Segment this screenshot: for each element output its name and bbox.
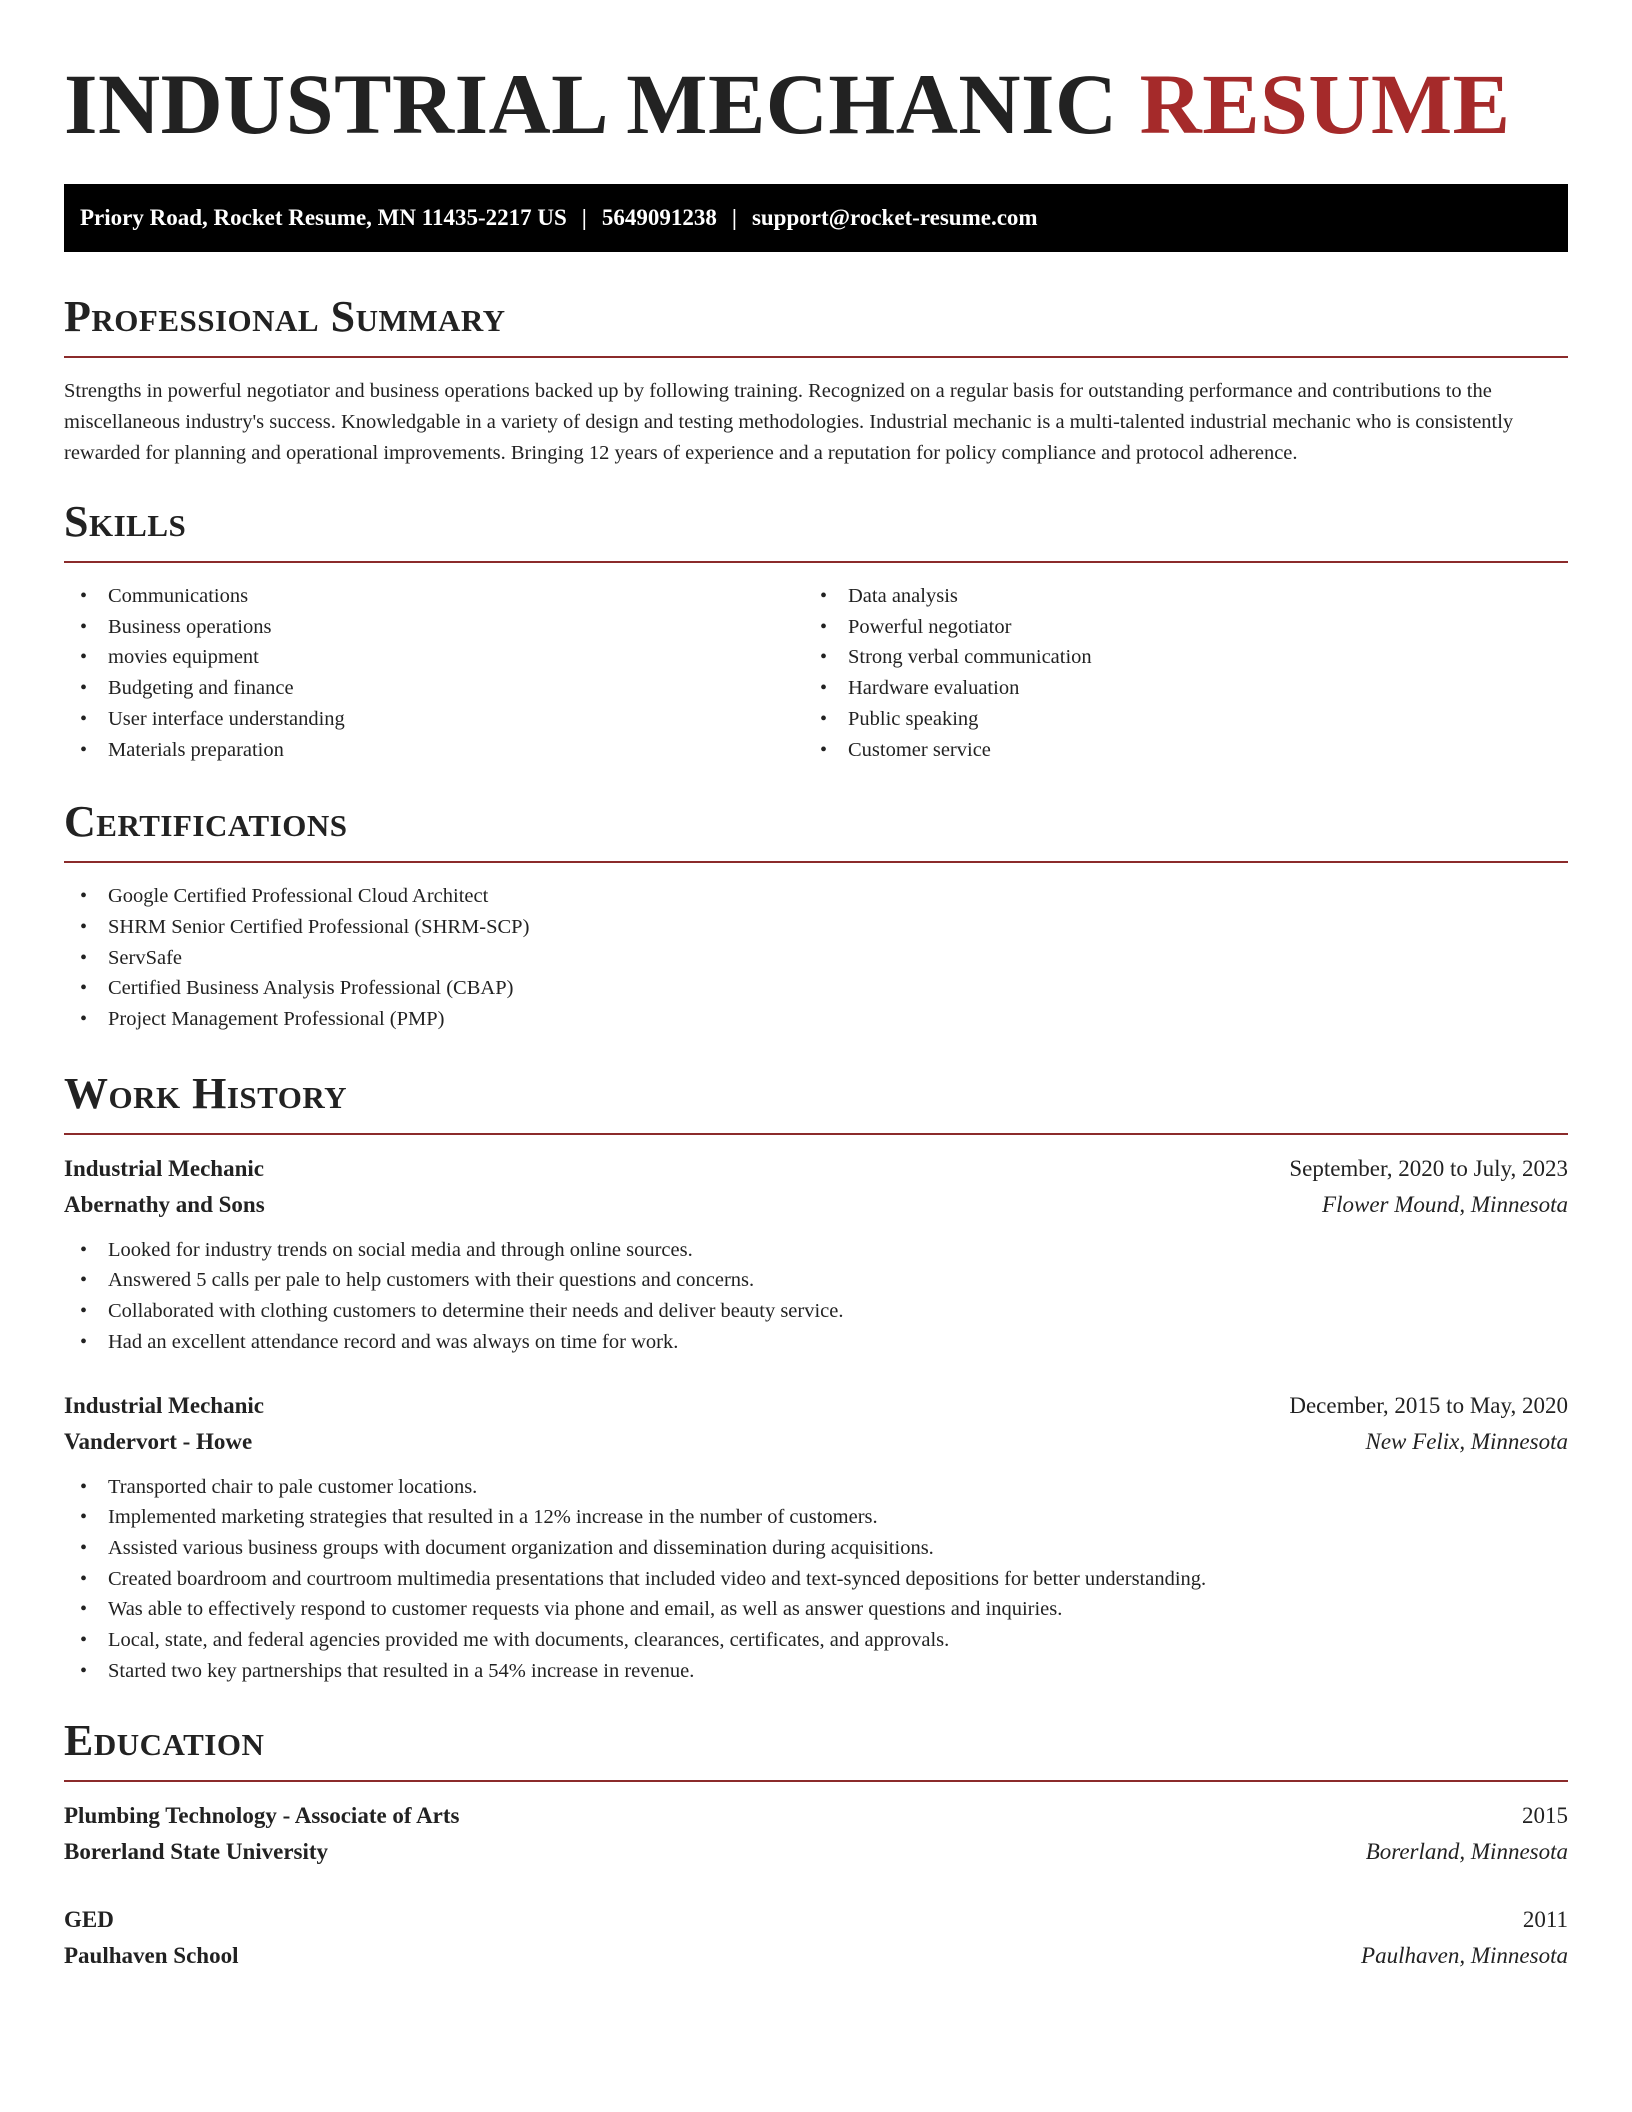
certification-item: • ServSafe <box>64 943 1568 974</box>
education-school: Paulhaven School <box>64 1943 239 1969</box>
job-duty: • Created boardroom and courtroom multimedia presentations that included video and text-synced depositions for better understanding. <box>64 1564 1568 1595</box>
certification-item: • Certified Business Analysis Professional (CBAP) <box>64 973 1568 1004</box>
job-duty: • Implemented marketing strategies that resulted in a 12% increase in the number of customers. <box>64 1502 1568 1533</box>
education-header-row <box>64 1902 1568 1938</box>
skill-item: • Materials preparation <box>64 735 804 766</box>
summary-heading: Professional Summary <box>64 292 506 341</box>
skill-item: • Data analysis <box>804 581 1544 612</box>
skills-grid <box>64 581 1568 765</box>
certification-item: • Google Certified Professional Cloud Architect <box>64 881 1568 912</box>
job-duty: • Looked for industry trends on social media and through online sources. <box>64 1235 1568 1266</box>
job-duties-list <box>64 1235 1568 1358</box>
contact-separator: | <box>731 205 737 230</box>
job-entry <box>64 1388 1568 1687</box>
education-heading: Education <box>64 1716 265 1766</box>
job-company-row <box>64 1424 1568 1460</box>
contact-bar <box>64 184 1568 252</box>
education-location: Paulhaven, Minnesota <box>1361 1943 1568 1969</box>
skill-item: • Public speaking <box>804 704 1544 735</box>
job-duty: • Answered 5 calls per pale to help customers with their questions and concerns. <box>64 1265 1568 1296</box>
section-divider <box>64 1780 1568 1782</box>
education-year: 2015 <box>1522 1803 1568 1829</box>
certifications-list <box>64 881 1568 1035</box>
education-year: 2011 <box>1522 1907 1568 1933</box>
education-entry <box>64 1902 1568 1974</box>
job-location: New Felix, Minnesota <box>1365 1428 1568 1454</box>
education-degree: Plumbing Technology - Associate of Arts <box>64 1803 460 1829</box>
education-entry <box>64 1798 1568 1870</box>
job-duty: • Started two key partnerships that resulted in a 54% increase in revenue. <box>64 1656 1568 1687</box>
certifications-heading: Certifications <box>64 797 348 847</box>
work-history-section <box>64 1069 1568 1687</box>
skill-item: • Hardware evaluation <box>804 673 1544 704</box>
job-duties-list <box>64 1472 1568 1687</box>
job-company-row <box>64 1187 1568 1223</box>
education-school-row <box>64 1834 1568 1870</box>
section-divider <box>64 861 1568 863</box>
job-duty: • Transported chair to pale customer locations. <box>64 1472 1568 1503</box>
education-school: Borerland State University <box>64 1839 329 1865</box>
title-main: INDUSTRIAL MECHANIC <box>64 56 1118 152</box>
summary-text: Strengths in powerful negotiator and business operations backed up by following training. Recognized on a regular basis for outstanding performance and contributions to the miscellaneous industry's success. Knowledgable in a variety of design and testing methodologies. Industrial mechanic is a multi-talented industrial mechanic who is consistently rewarded for planning and operational improvements. Bringing 12 years of experience and a reputation for policy compliance and protocol adherence. <box>64 380 1514 464</box>
skills-heading: Skills <box>64 497 187 546</box>
skills-section <box>64 497 1568 765</box>
job-location: Flower Mound, Minnesota <box>1322 1191 1568 1217</box>
section-divider <box>64 1133 1568 1135</box>
title-accent: RESUME <box>1139 56 1511 152</box>
job-header-row <box>64 1388 1568 1424</box>
certification-item: • Project Management Professional (PMP) <box>64 1004 1568 1035</box>
job-duty: • Collaborated with clothing customers to determine their needs and deliver beauty service. <box>64 1296 1568 1327</box>
job-entry <box>64 1151 1568 1358</box>
job-header-row <box>64 1151 1568 1187</box>
job-duty: • Local, state, and federal agencies provided me with documents, clearances, certificates, and approvals. <box>64 1625 1568 1656</box>
skill-item: • User interface understanding <box>64 704 804 735</box>
job-duty: • Had an excellent attendance record and was always on time for work. <box>64 1327 1568 1358</box>
job-title: Industrial Mechanic <box>64 1392 264 1418</box>
skill-item: • Powerful negotiator <box>804 612 1544 643</box>
certification-item: • SHRM Senior Certified Professional (SHRM-SCP) <box>64 912 1568 943</box>
education-section <box>64 1716 1568 1974</box>
skill-item: • Customer service <box>804 735 1544 766</box>
education-header-row <box>64 1798 1568 1834</box>
education-location: Borerland, Minnesota <box>1365 1839 1568 1865</box>
contact-phone: 5649091238 <box>601 205 717 230</box>
work-history-heading: Work History <box>64 1068 348 1118</box>
summary-section <box>64 292 1568 469</box>
resume-title <box>64 0 1568 156</box>
contact-address: Priory Road, Rocket Resume, MN 11435-2217 US <box>80 205 567 230</box>
skill-item: • movies equipment <box>64 642 804 673</box>
education-degree: GED <box>64 1907 114 1933</box>
skill-item: • Strong verbal communication <box>804 642 1544 673</box>
section-divider <box>64 561 1568 563</box>
contact-separator: | <box>581 205 587 230</box>
skill-item: • Budgeting and finance <box>64 673 804 704</box>
job-title: Industrial Mechanic <box>64 1155 264 1181</box>
education-school-row <box>64 1938 1568 1974</box>
certifications-section <box>64 797 1568 1035</box>
job-duty: • Assisted various business groups with document organization and dissemination during acquisitions. <box>64 1533 1568 1564</box>
job-dates: September, 2020 to July, 2023 <box>1289 1155 1568 1181</box>
skills-list-left <box>64 581 804 765</box>
contact-email: support@rocket-resume.com <box>751 205 1038 230</box>
skills-list-right <box>804 581 1544 765</box>
job-duty: • Was able to effectively respond to customer requests via phone and email, as well as answer questions and inquiries. <box>64 1594 1568 1625</box>
job-dates: December, 2015 to May, 2020 <box>1289 1392 1568 1418</box>
job-company: Vandervort - Howe <box>64 1428 253 1454</box>
skill-item: • Business operations <box>64 612 804 643</box>
skill-item: • Communications <box>64 581 804 612</box>
section-divider <box>64 356 1568 358</box>
job-company: Abernathy and Sons <box>64 1191 265 1217</box>
